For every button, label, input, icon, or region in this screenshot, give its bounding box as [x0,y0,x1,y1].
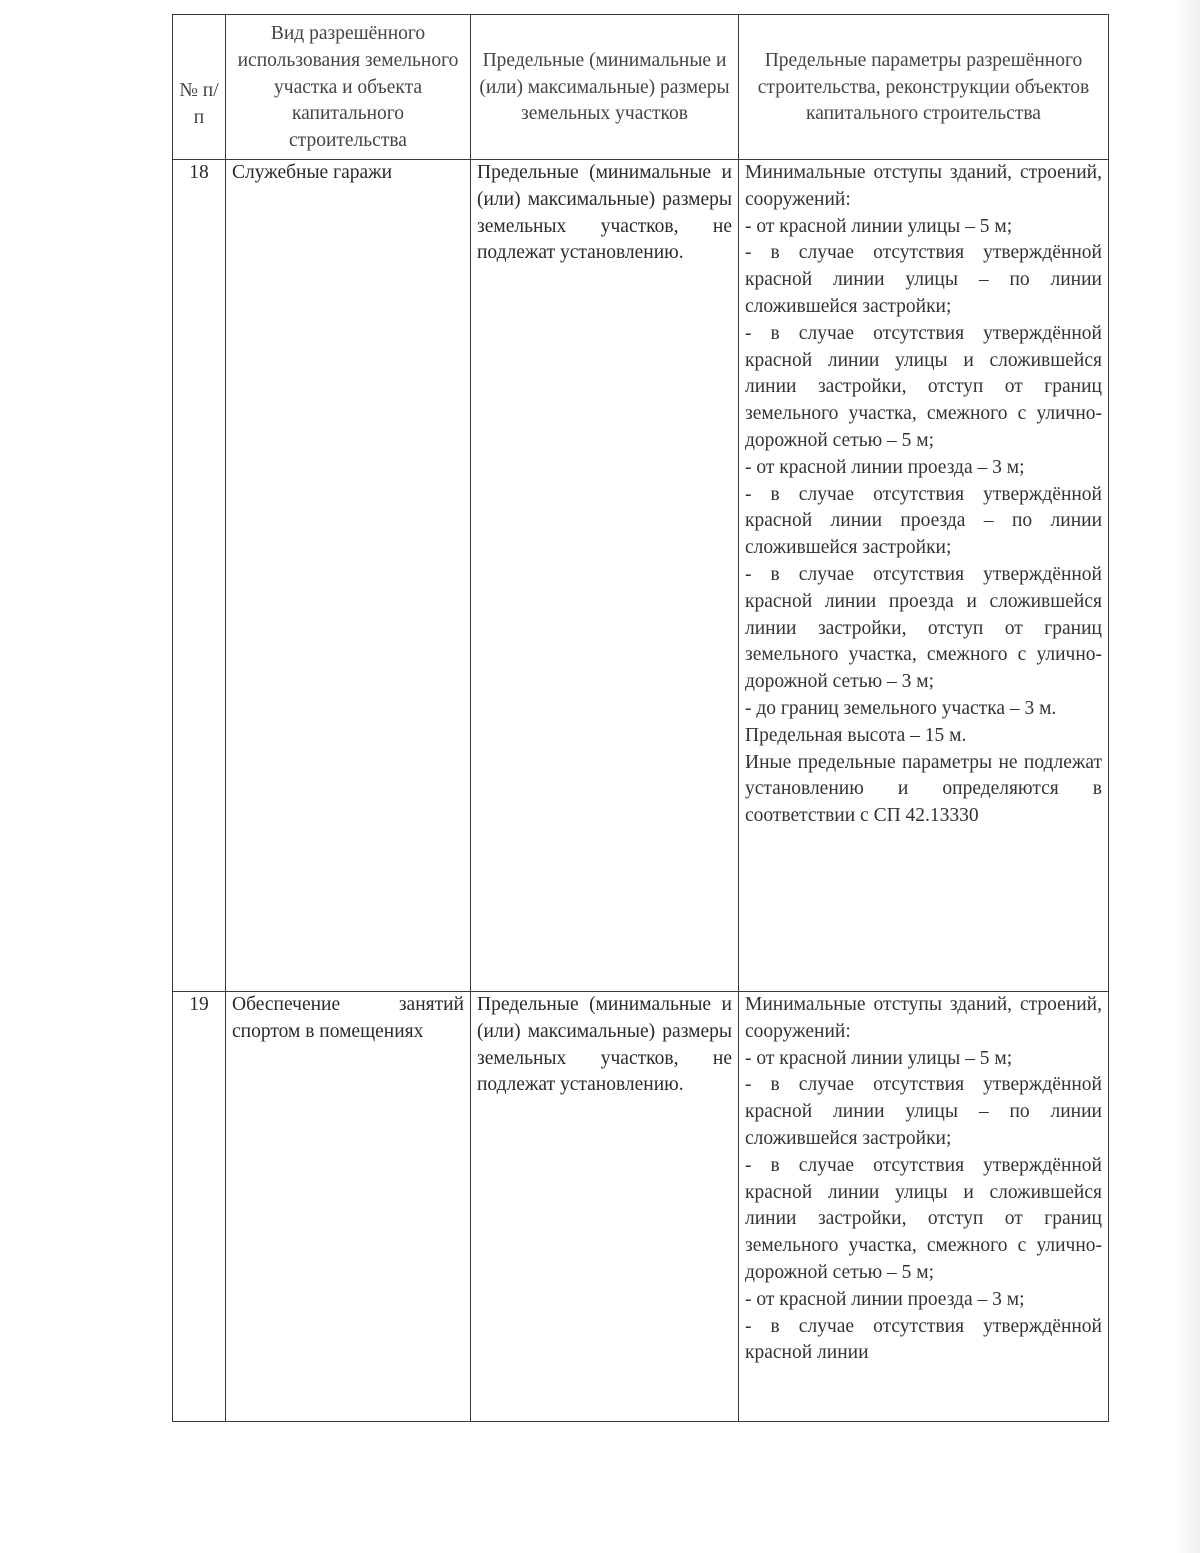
table-row [173,159,1109,991]
scan-edge-shadow [1176,0,1200,1553]
param-line: - в случае отсутствия утверждённой красной линии улицы – по линии сложившейся застройки; [745,1074,1102,1149]
param-line: - в случае отсутствия утверждённой красной линии проезда – по линии сложившейся застройки; [745,483,1102,559]
param-line: Предельная высота – 15 м. [745,724,967,746]
param-line: - в случае отсутствия утверждённой красной линии улицы и сложившейся линии застройки, отступ от границ земельного участка, смежного с улично-дорожной сетью – 5 м; [745,322,1102,451]
row-plot-sizes: Предельные (минимальные и (или) максимальные) размеры земельных участков, не подлежат установлению. [471,159,739,991]
param-line: - от красной линии улицы – 5 м; [745,1047,1013,1069]
param-line: Иные предельные параметры не подлежат установлению и определяются в соответствии с СП 42.13330 [745,751,1102,827]
row-params [739,991,1109,1421]
row-use-type: Обеспечение занятий спортом в помещениях [226,991,471,1421]
table-row [173,991,1109,1421]
param-line: - от красной линии проезда – 3 м; [745,1288,1025,1310]
param-line: - от красной линии улицы – 5 м; [745,215,1013,237]
row-use-type: Служебные гаражи [226,159,471,991]
param-line: Минимальные отступы зданий, строений, сооружений: [745,993,1102,1042]
row-number: 19 [173,991,226,1421]
param-line: - в случае отсутствия утверждённой красной линии улицы – по линии сложившейся застройки; [745,242,1102,317]
header-plot-sizes: Предельные (минимальные и (или) максимальные) размеры земельных участков [471,15,739,160]
param-line: - в случае отсутствия утверждённой красной линии проезда и сложившейся линии застройки, отступ от границ земельного участка, смежного с улично-дорожной сетью – 3 м; [745,563,1102,693]
param-line: Минимальные отступы зданий, строений, сооружений: [745,161,1102,210]
table-header-row [173,15,1109,160]
header-number: № п/п [173,15,226,160]
header-params: Предельные параметры разрешённого строительства, реконструкции объектов капитального строительства [739,15,1109,160]
param-line: - в случае отсутствия утверждённой красной линии [745,1315,1102,1364]
row-number: 18 [173,159,226,991]
regulations-table [172,14,1109,1422]
row-plot-sizes: Предельные (минимальные и (или) максимальные) размеры земельных участков, не подлежат установлению. [471,991,739,1421]
param-line: - от красной линии проезда – 3 м; [745,456,1025,478]
row-params [739,159,1109,991]
header-use-type: Вид разрешённого использования земельного участка и объекта капитального строительства [226,15,471,160]
param-line: - в случае отсутствия утверждённой красной линии улицы и сложившейся линии застройки, отступ от границ земельного участка, смежного с улично-дорожной сетью – 5 м; [745,1154,1102,1283]
param-line: - до границ земельного участка – 3 м. [745,697,1057,719]
